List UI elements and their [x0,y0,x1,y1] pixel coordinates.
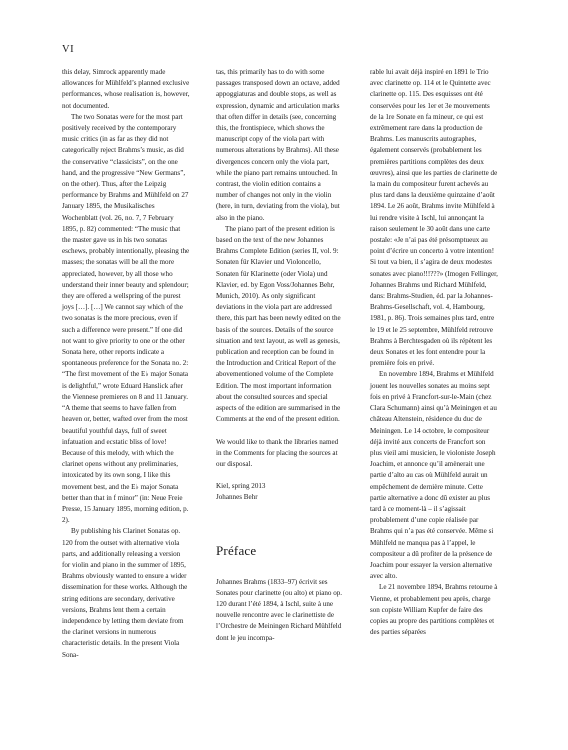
paragraph: tas, this primarily has to do with some passages transposed down an octave, added appoggiaturas and double stops, as well as expression, dynamic and articulation marks that often differ in details (see, concerning this, the frontispiece, which shows the manuscript copy of the viola part with numerous alterations by Brahms). All these divergences concern only the viola part, while the piano part remains untouched. In contrast, the violin edition contains a number of changes not only in the violin (here, in turn, deviating from the viola), but also in the piano. [216,68,340,222]
paragraph: rable lui avait déjà inspiré en 1891 le Trio avec clarinette op. 114 et le Quintette avec clarinette op. 115. Des esquisses ont été conservées pour les 1er et 3e mouvements de la 1re Sonate en fa mineur, ce qui est extrêmement rare dans la production de Brahms. Les manuscrits autographes, également conservés (probablement les premières partitions complètes des deux œuvres), ainsi que les parties de clarinette de la main du compositeur furent achevés au plus tard dans la deuxième quinzaine d’août 1894. Le 26 août, Brahms invite Mühlfeld à lui rendre visite à Ischl, lui annonçant la raison seulement le 30 août dans une carte postale: «Je n’ai pas été présomptueux au point d’écrire un concerto à votre intention! Si tout va bien, il s’agira de deux modestes sonates avec piano!!!???» (Imogen Fellinger, Johannes Brahms und Richard Mühlfeld, dans: Brahms-Studien, éd. par la Johannes-Brahms-Gesellschaft, vol. 4, Hambourg, 1981, p. 86). Trois semaines plus tard, entre le 19 et le 25 septembre, Mühlfeld retrouve Brahms à Berchtesgaden où ils répètent les deux Sonates et les font entendre pour la première fois en privé. [370,68,498,368]
column-english-left [62,67,190,661]
section-heading-preface: Préface [216,542,257,558]
page-number: VI [62,44,75,55]
author-signature: Johannes Behr [216,493,258,502]
column-english-right [216,67,344,644]
paragraph: Johannes Brahms (1833–97) écrivit ses Sonates pour clarinette (ou alto) et piano op. 120 durant l’été 1894, à Ischl, suite à une nouvelle rencontre avec le clarinettiste de l’Orchestre de Meiningen Richard Mühlfeld dont le jeu incompa- [216,577,343,642]
paragraph: this delay, Simrock apparently made allowances for Mühlfeld’s planned exclusive performances, whose realisation is, however, not documented. [62,68,190,110]
paragraph: By publishing his Clarinet Sonatas op. 120 from the outset with alternative viola parts, and additionally releasing a version for violin and piano in the summer of 1895, Brahms obviously wanted to ensure a wider dissemination for these works. Although the string editions are secondary, derivative versions, Brahms lent them a certain independence by letting them deviate from the clarinet versions in numerous characteristic details. In the present Viola Sona- [62,527,188,659]
paragraph: The two Sonatas were for the most part positively received by the contemporary music critics (in as far as they did not categorically reject Brahms’s music, as did the conservative “classicists”, on the one hand, and the progressive “New Germans”, on the other). Thus, after the Leipzig performance by Brahms and Mühlfeld on 27 January 1895, the Musikalisches Wochenblatt (vol. 26, no. 7, 7 February 1895, p. 82) commented: “The music that the master gave us in his two sonatas eschews, probably intentionally, pleasing the masses; the sonatas will be all the more appreciated, however, by all those who understand their inner beauty and splendour; they are offered a wellspring of the purest joys […]. […] We cannot say which of the two sonatas is the more precious, even if such a difference were present.” If one did not want to give priority to one or the other Sonata here, other reports indicate a spontaneous preference for the Sonata no. 2: “The first movement of the E♭ major Sonata is delightful,” wrote Eduard Hanslick after the Viennese premieres on 8 and 11 January. “A theme that seems to have fallen from heaven or, better, wafted over from the most beautiful youthful days, full of sweet infatuation and ecstatic bliss of love! Because of this melody, with which the clarinet opens without any preliminaries, intoxicated by its own song, I like this movement best, and the E♭ major Sonata better than that in f minor” (in: Neue Freie Presse, 15 January 1895, morning edition, p. 2). [62,112,190,525]
column-french [370,67,498,638]
paragraph: The piano part of the present edition is based on the text of the new Johannes Brahms Complete Edition (series II, vol. 9: Sonaten für Klavier und Violoncello, Sonaten für Klarinette (oder Viola) und Klavier, ed. by Egon Voss/Johannes Behr, Munich, 2010). As only significant deviations in the viola part are addressed there, this part has been newly edited on the basis of the sources. Details of the source situation and text layout, as well as genesis, publication and reception can be found in the Introduction and Critical Report of the abovementioned volume of the Complete Edition. The most important information about the consulted sources and special aspects of the edition are summarised in the Comments at the end of the present edition. [216,224,341,424]
acknowledgement: We would like to thank the libraries named in the Comments for placing the sources at our disposal. [216,437,339,468]
paragraph: En novembre 1894, Brahms et Mühlfeld jouent les nouvelles sonates au moins sept fois en privé à Francfort-sur-le-Main (chez Clara Schumann) ainsi qu’à Meiningen et au château Altenstein, résidence du duc de Meiningen. Le 14 octobre, le compositeur déjà invité aux concerts de Francfort son plus vieil ami musicien, le violoniste Joseph Joachim, et annonce qu’il amènerait une partie d’alto au cas où Mühlfeld aurait un empêchement de dernière minute. Cette partie alternative a donc dû exister au plus tard à ce moment-là – il s’agissait probablement d’une copie réalisée par Brahms qui n’a pas été conservée. Même si Mühlfeld ne manqua pas à l’appel, le compositeur a dû profiter de la présence de Joachim pour essayer la version alternative avec alto. [370,370,497,581]
paragraph: Le 21 novembre 1894, Brahms retourne à Vienne, et probablement peu après, charge son copiste William Kupfer de faire des copies au propre des partitions complètes et des parties séparées [370,583,498,637]
place-date: Kiel, spring 2013 [216,482,266,491]
